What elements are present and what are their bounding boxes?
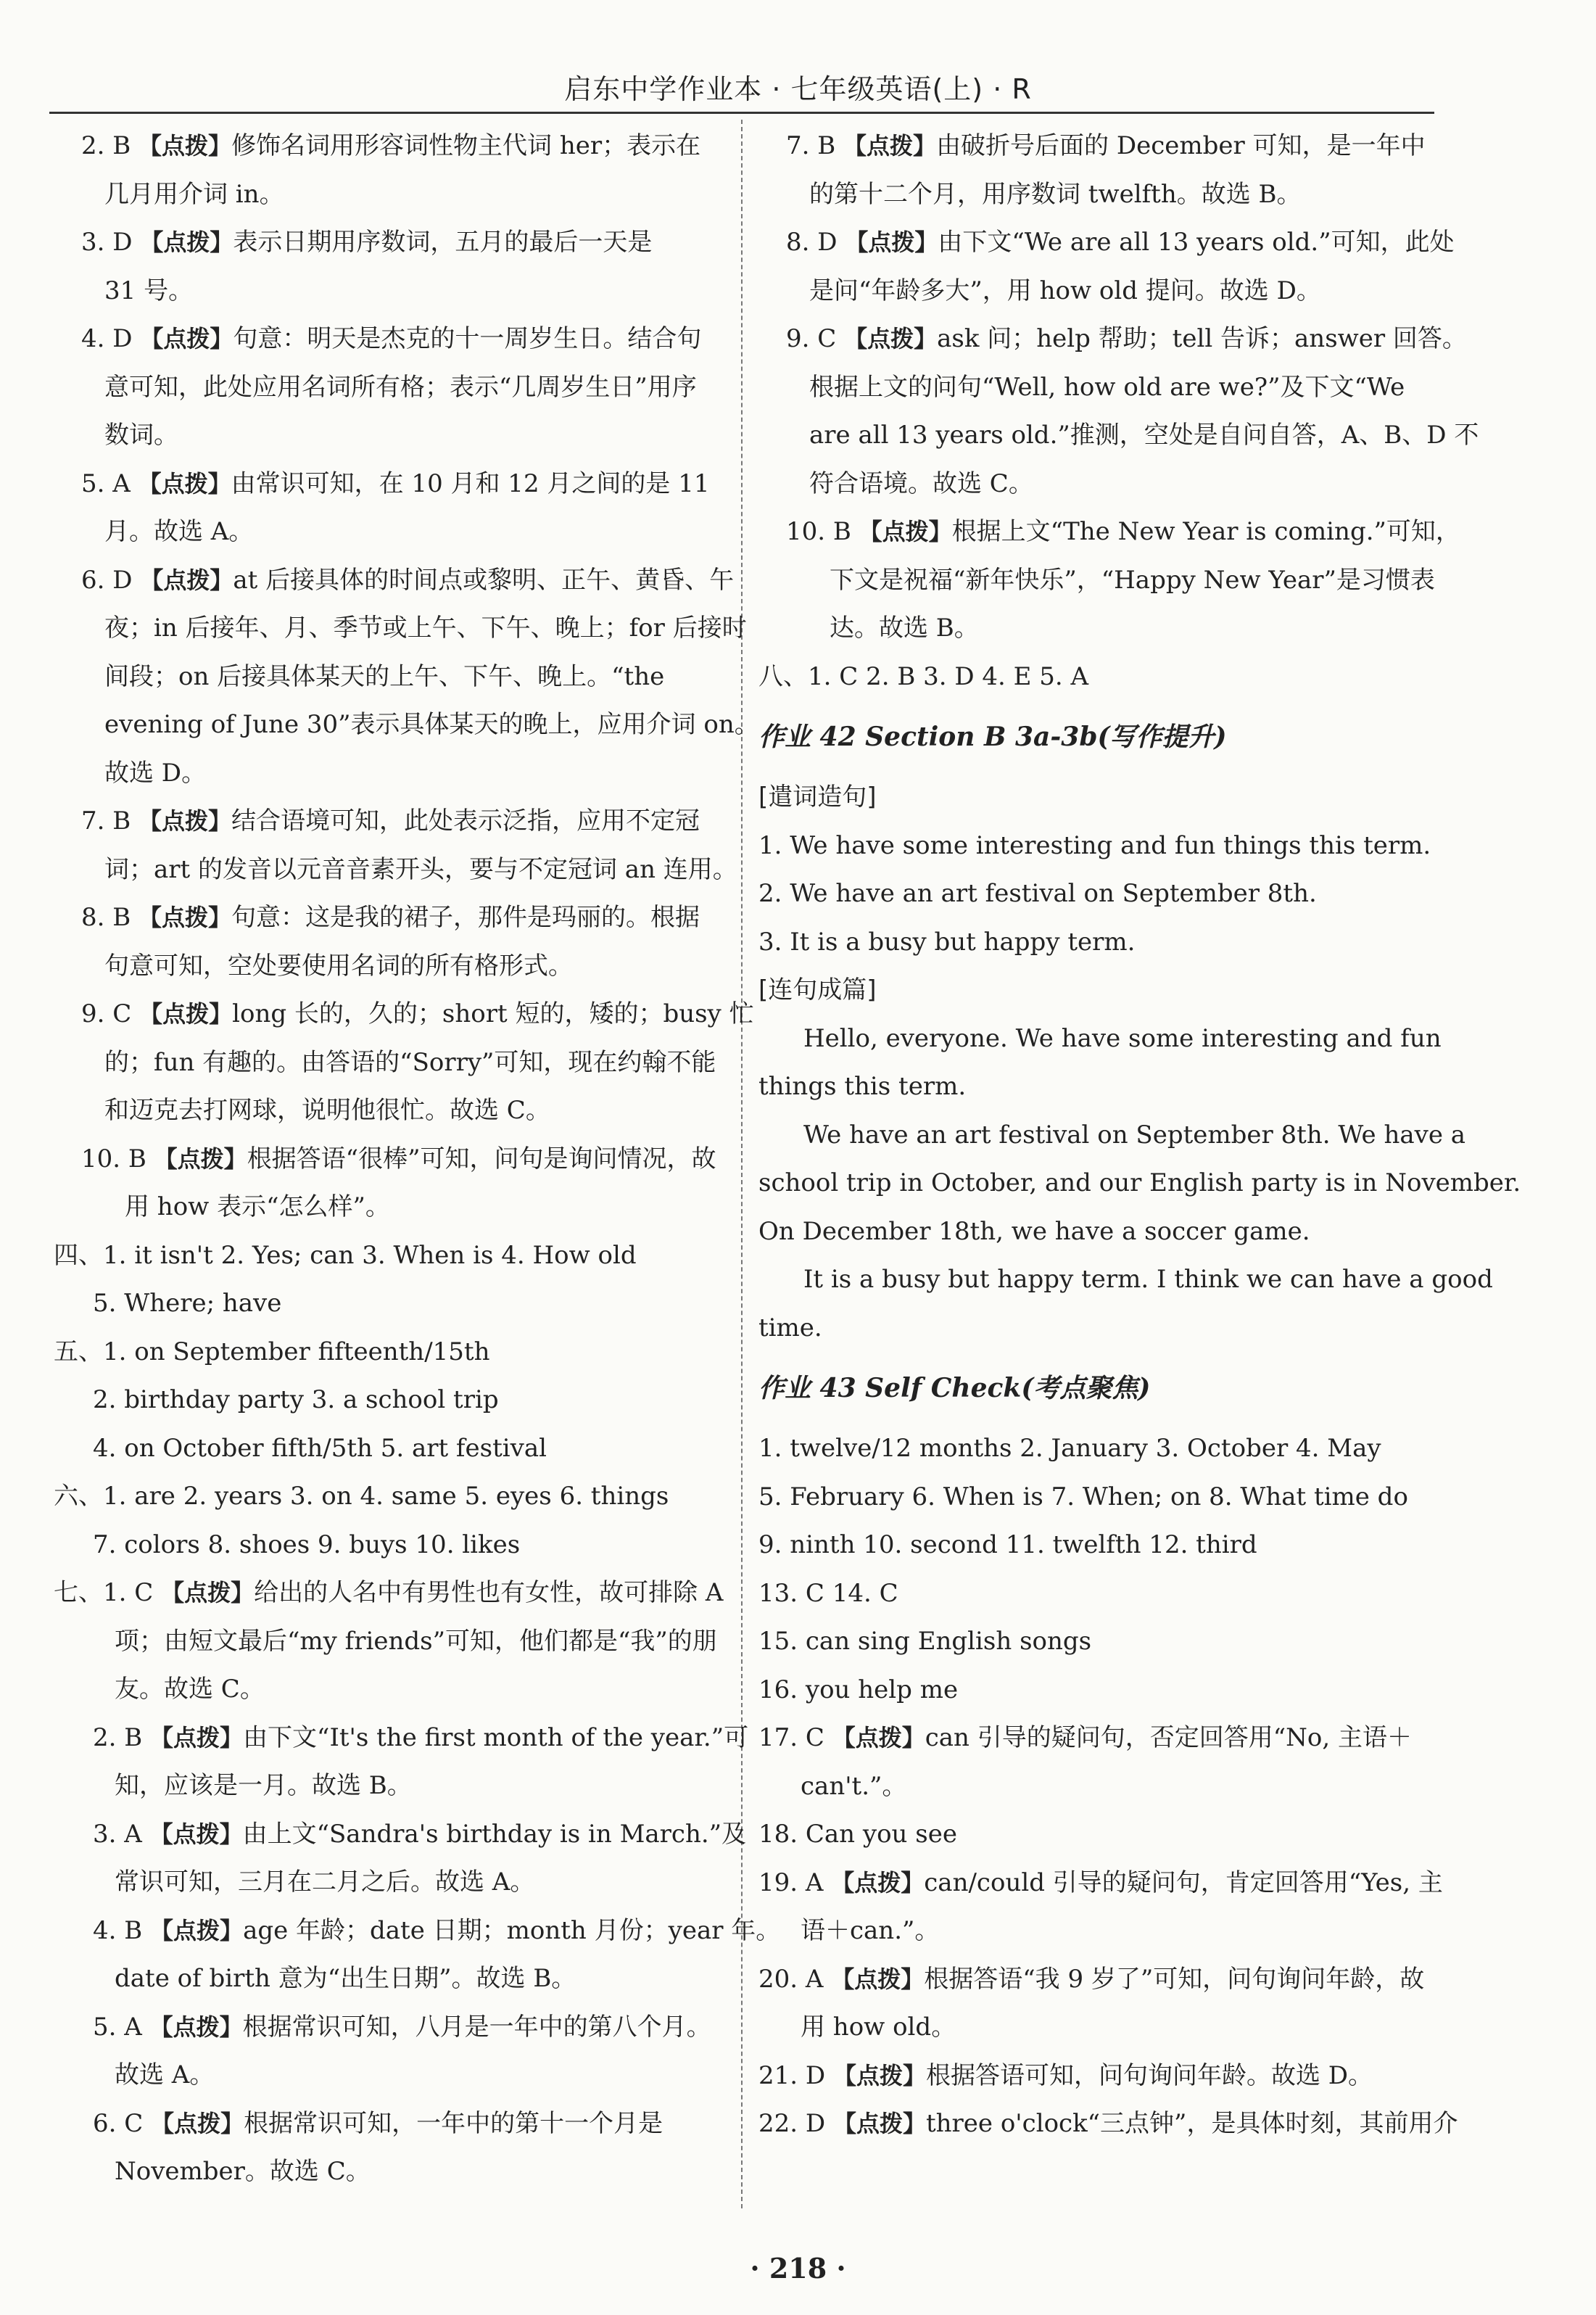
answer-line: 18. Can you see xyxy=(758,1820,957,1849)
hint-tag: 【点拨】 xyxy=(138,807,232,835)
hint-tag: 【点拨】 xyxy=(154,1144,247,1173)
left-column xyxy=(54,122,781,2196)
answer-line: 6. C 【点拨】根据常识可知，一年中的第十一个月是 xyxy=(93,2108,663,2138)
answer-line: 21. D 【点拨】根据答语可知，问句询问年龄。故选 D。 xyxy=(758,2060,1373,2090)
hint-tag: 【点拨】 xyxy=(832,2061,926,2089)
passage-line: school trip in October, and our English party is in November. xyxy=(758,1168,1521,1197)
answer-line: 4. on October fifth/5th 5. art festival xyxy=(93,1433,547,1463)
section-43-title: 作业 43 Self Check(考点聚焦) xyxy=(758,1373,1151,1403)
answer-line: 17. C 【点拨】can 引导的疑问句，否定回答用“No, 主语＋ xyxy=(758,1723,1412,1752)
answer-line: 7. B 【点拨】结合语境可知，此处表示泛指，应用不定冠 xyxy=(81,806,700,835)
hint-tag: 【点拨】 xyxy=(151,2109,244,2137)
answer-line: 2. B 【点拨】修饰名词用形容词性物主代词 her；表示在 xyxy=(81,131,701,160)
hint-tag: 【点拨】 xyxy=(140,325,233,352)
answer-line: evening of June 30”表示具体某天的晚上，应用介词 on。 xyxy=(104,710,759,739)
sentence-line: 3. It is a busy but happy term. xyxy=(758,927,1136,957)
answer-line: 8. B 【点拨】句意：这是我的裙子，那件是玛丽的。根据 xyxy=(81,903,700,932)
page-number: · 218 · xyxy=(750,2252,846,2285)
answer-line: 月。故选 A。 xyxy=(104,517,254,546)
answer-line: 的；fun 有趣的。由答语的“Sorry”可知，现在约翰不能 xyxy=(104,1047,716,1077)
hint-tag: 【点拨】 xyxy=(138,904,232,931)
answer-line: 13. C 14. C xyxy=(758,1578,898,1608)
answer-line: 语＋can.”。 xyxy=(801,1916,940,1945)
passage-line: It is a busy but happy term. I think we can have a good xyxy=(803,1265,1493,1294)
hint-tag: 【点拨】 xyxy=(859,518,952,545)
answer-line: 达。故选 B。 xyxy=(830,614,979,643)
hint-tag: 【点拨】 xyxy=(843,132,937,160)
hint-tag: 【点拨】 xyxy=(149,2013,243,2041)
answer-line: 故选 A。 xyxy=(115,2060,215,2089)
column-divider xyxy=(741,120,743,2208)
passage-line: Hello, everyone. We have some interesting and fun xyxy=(803,1023,1442,1053)
hint-tag: 【点拨】 xyxy=(844,325,938,352)
section-42-passage xyxy=(758,1015,1521,1353)
answer-line: 2. B 【点拨】由下文“It's the first month of the year.”可 xyxy=(93,1722,749,1752)
section-42-subhead-2: [连句成篇] xyxy=(758,975,877,1004)
passage-line: things this term. xyxy=(758,1072,967,1101)
answer-line: 和迈克去打网球，说明他很忙。故选 C。 xyxy=(104,1096,550,1125)
answer-line: 友。故选 C。 xyxy=(115,1675,265,1704)
answer-line: 2. birthday party 3. a school trip xyxy=(93,1385,499,1414)
right-column xyxy=(758,122,1521,2148)
answer-line: 4. B 【点拨】age 年龄；date 日期；month 月份；year 年。 xyxy=(93,1915,781,1945)
hint-tag: 【点拨】 xyxy=(150,1916,244,1944)
answer-line: 5. Where; have xyxy=(93,1289,282,1318)
answer-line: 七、1. C 【点拨】给出的人名中有男性也有女性，故可排除 A xyxy=(54,1578,724,1607)
hint-tag: 【点拨】 xyxy=(139,1000,233,1028)
answer-line: 7. colors 8. shoes 9. buys 10. likes xyxy=(93,1530,521,1559)
answer-line: 下文是祝福“新年快乐”，“Happy New Year”是习惯表 xyxy=(830,565,1435,595)
answer-line: are all 13 years old.”推测，空处是自问自答，A、B、D 不 xyxy=(809,421,1479,450)
header-rule xyxy=(49,112,1434,114)
answer-line: 15. can sing English songs xyxy=(758,1627,1092,1656)
hint-tag: 【点拨】 xyxy=(845,228,938,256)
answer-line: 句意可知，空处要使用名词的所有格形式。 xyxy=(104,951,573,981)
answer-line: 7. B 【点拨】由破折号后面的 December 可知，是一年中 xyxy=(786,131,1426,160)
answer-line: 知，应该是一月。故选 B。 xyxy=(115,1771,412,1800)
answer-line: 八、1. C 2. B 3. D 4. E 5. A xyxy=(758,661,1089,691)
answer-line: 五、1. on September fifteenth/15th xyxy=(54,1337,490,1366)
answer-line: 故选 D。 xyxy=(104,758,207,788)
answer-line: 1. twelve/12 months 2. January 3. October 4. May xyxy=(758,1434,1381,1463)
hint-tag: 【点拨】 xyxy=(140,228,233,256)
answer-line: 3. A 【点拨】由上文“Sandra's birthday is in March.”及 xyxy=(93,1819,747,1849)
section-42-title: 作业 42 Section B 3a-3b(写作提升) xyxy=(758,722,1227,752)
passage-line: On December 18th, we have a soccer game. xyxy=(758,1216,1310,1246)
section-43-answers xyxy=(758,1424,1458,2148)
answer-line: can't.”。 xyxy=(801,1771,907,1801)
answer-line: 常识可知，三月在二月之后。故选 A。 xyxy=(115,1868,535,1897)
answers-continued xyxy=(758,122,1479,701)
answer-line: 3. D 【点拨】表示日期用序数词，五月的最后一天是 xyxy=(81,228,653,257)
answer-line: 意可知，此处应用名词所有格；表示“几周岁生日”用序 xyxy=(104,372,697,402)
answer-line: 6. D 【点拨】at 后接具体的时间点或黎明、正午、黄昏、午 xyxy=(81,565,735,595)
hint-tag: 【点拨】 xyxy=(832,1724,925,1751)
answer-line: 数词。 xyxy=(104,421,178,450)
hint-tag: 【点拨】 xyxy=(161,1579,255,1606)
answer-line: 六、1. are 2. years 3. on 4. same 5. eyes 6. things xyxy=(54,1482,669,1511)
answer-line: 几月用介词 in。 xyxy=(104,179,284,209)
answer-line: 5. February 6. When is 7. When; on 8. What time do xyxy=(758,1482,1408,1511)
answer-line: 9. ninth 10. second 11. twelfth 12. third xyxy=(758,1530,1257,1559)
answer-line: 项；由短文最后“my friends”可知，他们都是“我”的朋 xyxy=(115,1626,717,1656)
answer-line: 词；art 的发音以元音音素开头，要与不定冠词 an 连用。 xyxy=(104,854,737,884)
answer-line: 8. D 【点拨】由下文“We are all 13 years old.”可知，此处 xyxy=(786,228,1455,257)
answer-line: 是问“年龄多大”，用 how old 提问。故选 D。 xyxy=(809,276,1321,305)
hint-tag: 【点拨】 xyxy=(150,1723,244,1751)
hint-tag: 【点拨】 xyxy=(140,566,233,594)
answer-line: 夜；in 后接年、月、季节或上午、下午、晚上；for 后接时 xyxy=(104,614,747,643)
answer-line: 9. C 【点拨】long 长的，久的；short 短的，矮的；busy 忙 xyxy=(81,999,754,1028)
hint-tag: 【点拨】 xyxy=(138,132,232,160)
answer-line: 16. you help me xyxy=(758,1675,959,1704)
answer-line: 四、1. it isn't 2. Yes; can 3. When is 4. How old xyxy=(54,1240,637,1270)
answer-line: 5. A 【点拨】由常识可知，在 10 月和 12 月之间的是 11 xyxy=(81,469,710,498)
hint-tag: 【点拨】 xyxy=(138,469,231,498)
hint-tag: 【点拨】 xyxy=(831,1868,925,1897)
hint-tag: 【点拨】 xyxy=(149,1820,243,1848)
passage-line: time. xyxy=(758,1313,822,1342)
answer-line: 符合语境。故选 C。 xyxy=(809,469,1033,498)
hint-tag: 【点拨】 xyxy=(832,2110,926,2137)
passage-line: We have an art festival on September 8th. We have a xyxy=(803,1120,1466,1150)
answer-line: date of birth 意为“出生日期”。故选 B。 xyxy=(115,1964,576,1993)
answer-line: 间段；on 后接具体某天的上午、下午、晚上。“the xyxy=(104,661,665,691)
section-42-sentences xyxy=(758,822,1436,967)
answer-line: 4. D 【点拨】句意：明天是杰克的十一周岁生日。结合句 xyxy=(81,324,702,353)
answer-line: 10. B 【点拨】根据上文“The New Year is coming.”可知， xyxy=(786,517,1460,546)
page-header: 启东中学作业本 · 七年级英语(上) · R xyxy=(564,73,1032,105)
answer-line: 5. A 【点拨】根据常识可知，八月是一年中的第八个月。 xyxy=(93,2012,711,2042)
answer-line: 10. B 【点拨】根据答语“很棒”可知，问句是询问情况，故 xyxy=(81,1144,716,1173)
answer-line: 的第十二个月，用序数词 twelfth。故选 B。 xyxy=(809,179,1302,209)
answer-line: 根据上文的问句“Well, how old are we?”及下文“We xyxy=(809,372,1405,402)
answer-line: 31 号。 xyxy=(104,276,194,305)
answer-line: 22. D 【点拨】three o'clock“三点钟”，是具体时刻，其前用介 xyxy=(758,2109,1458,2138)
answer-line: 9. C 【点拨】ask 问；help 帮助；tell 告诉；answer 回答。 xyxy=(786,324,1467,353)
hint-tag: 【点拨】 xyxy=(831,1965,925,1993)
answer-line: November。故选 C。 xyxy=(115,2157,371,2186)
answer-line: 用 how old。 xyxy=(801,2013,956,2042)
answer-line: 19. A 【点拨】can/could 引导的疑问句，肯定回答用“Yes, 主 xyxy=(758,1868,1443,1897)
answer-line: 20. A 【点拨】根据答语“我 9 岁了”可知，问句询问年龄，故 xyxy=(758,1964,1425,1994)
section-42-subhead-1: [遣词造句] xyxy=(758,783,877,812)
sentence-line: 2. We have an art festival on September 8th. xyxy=(758,879,1317,908)
sentence-line: 1. We have some interesting and fun things this term. xyxy=(758,830,1431,860)
answer-line: 用 how 表示“怎么样”。 xyxy=(125,1192,390,1221)
